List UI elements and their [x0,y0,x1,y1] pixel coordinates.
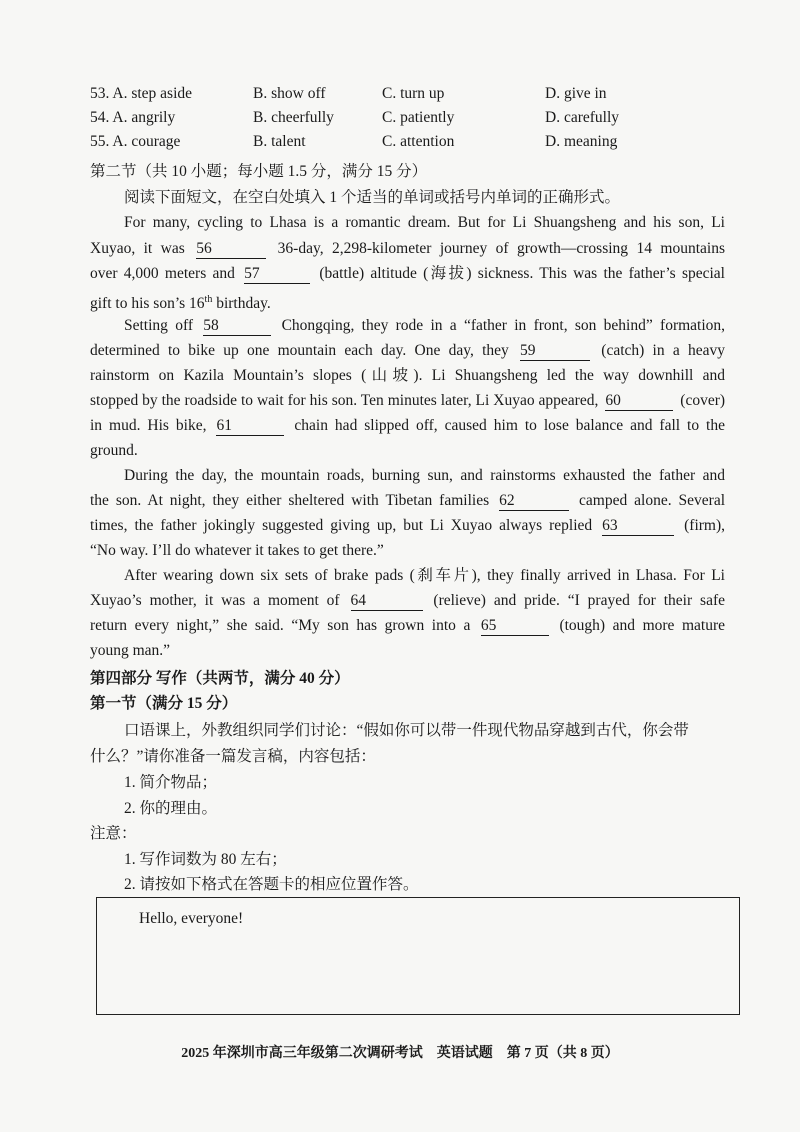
option-d: D. give in [545,85,607,102]
answer-greeting: Hello, everyone! [139,910,244,927]
passage-line: determined to bike up one mountain each day. One day, they 59 (catch) in a heavy [90,342,725,359]
writing-prompt: 什么？”请你准备一篇发言稿，内容包括： [90,748,376,765]
blank-56[interactable]: 56 [196,240,266,259]
blank-59[interactable]: 59 [520,342,590,361]
passage-line: times, the father jokingly suggested giving up, but Li Xuyao always replied 63 (firm), [90,517,726,534]
section-2-instruction: 阅读下面短文，在空白处填入 1 个适当的单词或括号内单词的正确形式。 [124,189,621,206]
passage-line: over 4,000 meters and 57 (battle) altitude (海拔) sickness. This was the father’s special [90,265,725,282]
option-a: 53. A. step aside [90,85,193,102]
part-4-heading: 第四部分 写作（共两节，满分 40 分） [90,670,350,687]
blank-61[interactable]: 61 [216,417,284,436]
page-footer: 2025 年深圳市高三年级第二次调研考试 英语试题 第 7 页（共 8 页） [181,1046,619,1061]
option-a: 55. A. courage [90,133,181,150]
passage-line: After wearing down six sets of brake pads (刹车片), they finally arrived in Lhasa. For Li [124,567,725,584]
blank-65[interactable]: 65 [481,617,549,636]
note-item: 2. 请按如下格式在答题卡的相应位置作答。 [124,876,419,893]
blank-58[interactable]: 58 [203,317,271,336]
passage-line: “No way. I’ll do whatever it takes to get there.” [90,542,384,559]
option-c: C. attention [382,133,455,150]
blank-60[interactable]: 60 [605,392,673,411]
passage-line: Setting off 58 Chongqing, they rode in a “father in front, son behind” formation, [124,317,726,334]
passage-line: Xuyao, it was 56 36-day, 2,298-kilometer journey of growth—crossing 14 mountains [90,240,725,257]
passage-line: gift to his son’s 16th birthday. [90,294,271,313]
section-2-heading: 第二节（共 10 小题；每小题 1.5 分，满分 15 分） [90,163,428,180]
blank-63[interactable]: 63 [602,517,674,536]
passage-line: During the day, the mountain roads, burning sun, and rainstorms exhausted the father and [124,467,725,484]
passage-line: ground. [90,442,138,459]
blank-57[interactable]: 57 [244,265,310,284]
note-label: 注意： [90,825,137,842]
blank-62[interactable]: 62 [499,492,569,511]
writing-prompt: 口语课上，外教组织同学们讨论：“假如你可以带一件现代物品穿越到古代，你会带 [124,722,689,739]
option-a: 54. A. angrily [90,109,176,126]
passage-line: Xuyao’s mother, it was a moment of 64 (relieve) and pride. “I prayed for their safe [90,592,726,609]
option-d: D. meaning [545,133,618,150]
passage-line: in mud. His bike, 61 chain had slipped off, caused him to lose balance and fall to the [90,417,725,434]
option-c: C. patiently [382,109,455,126]
option-b: B. show off [253,85,326,102]
passage-line: the son. At night, they either sheltered with Tibetan families 62 camped alone. Several [90,492,726,509]
blank-64[interactable]: 64 [351,592,423,611]
passage-line: For many, cycling to Lhasa is a romantic dream. But for Li Shuangsheng and his son, Li [124,214,725,231]
answer-box[interactable] [96,897,740,1015]
option-b: B. cheerfully [253,109,334,126]
content-item: 1. 简介物品； [124,774,218,791]
option-c: C. turn up [382,85,445,102]
passage-line: rainstorm on Kazila Mountain’s slopes (山坡). Li Shuangsheng led the way downhill and [90,367,725,384]
note-item: 1. 写作词数为 80 左右； [124,851,287,868]
passage-line: return every night,” she said. “My son has grown into a 65 (tough) and more mature [90,617,726,634]
passage-line: stopped by the roadside to wait for his son. Ten minutes later, Li Xuyao appeared, 60 (cover) [90,392,726,409]
option-b: B. talent [253,133,306,150]
option-d: D. carefully [545,109,620,126]
writing-section-1-heading: 第一节（满分 15 分） [90,695,238,712]
passage-line: young man.” [90,642,171,659]
content-item: 2. 你的理由。 [124,800,218,817]
